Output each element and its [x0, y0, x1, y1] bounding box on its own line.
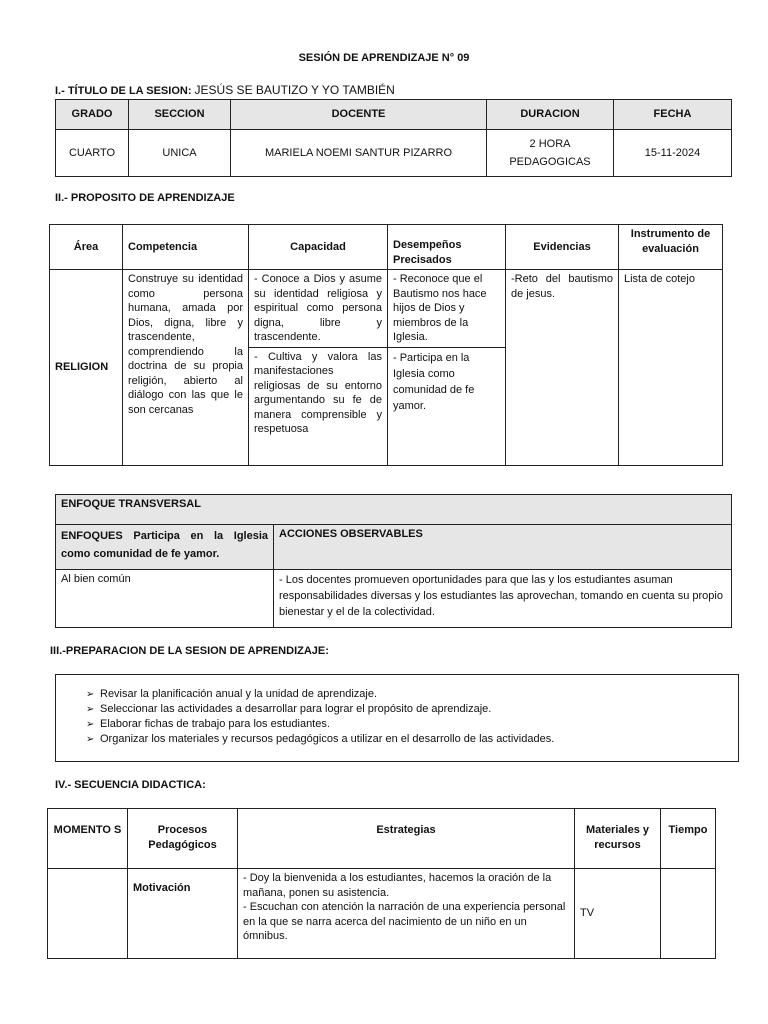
header-procesos: Procesos Pedagógicos [128, 809, 238, 869]
momento-cell [48, 869, 128, 959]
instrumento-cell: Lista de cotejo [619, 270, 723, 466]
estrategia-item-1: - Doy la bienvenida a los estudiantes, hacemos la oración de la mañana, ponen su asistencia. [243, 872, 552, 899]
header-evidencias: Evidencias [506, 225, 619, 270]
tiempo-cell [661, 869, 716, 959]
header-grado: GRADO [56, 100, 129, 130]
arrow-bullet-icon: ➢ [86, 719, 95, 730]
preparation-item: ➢ Elaborar fichas de trabajo para los estudiantes. [86, 718, 330, 730]
sequence-table [47, 808, 716, 959]
capacidad-cell-2: - Cultiva y valora las manifestaciones religiosas de su entorno argumentando su fe de manera comprensible y respetuosa [249, 347, 388, 465]
preparation-box [55, 674, 739, 762]
header-fecha: FECHA [614, 100, 732, 130]
page-title: SESIÓN DE APRENDIZAJE N° 09 [298, 52, 470, 64]
header-docente: DOCENTE [231, 100, 487, 130]
enfoque-col2-header: ACCIONES OBSERVABLES [274, 525, 732, 570]
capacidad-cell-1: - Conoce a Dios y asume su identidad religiosa y espiritual como persona digna, libre y trascendente. [249, 270, 388, 348]
enfoque-row-text: - Los docentes promueven oportunidades para que las y los estudiantes asuman responsabilidades diversas y los estudiantes las aprovechan, tomando en cuenta su propio bienestar y el de la colectividad. [274, 570, 732, 628]
value-docente: MARIELA NOEMI SANTUR PIZARRO [231, 130, 487, 177]
arrow-bullet-icon: ➢ [86, 689, 95, 700]
arrow-bullet-icon: ➢ [86, 734, 95, 745]
preparation-item: ➢ Revisar la planificación anual y la unidad de aprendizaje. [86, 688, 378, 700]
header-area: Área [50, 225, 123, 270]
proceso-cell: Motivación [128, 869, 238, 959]
header-capacidad: Capacidad [249, 225, 388, 270]
desempeno-cell-1: - Reconoce que el Bautismo nos hace hijos de Dios y miembros de la Iglesia. [388, 270, 506, 348]
arrow-bullet-icon: ➢ [86, 704, 95, 715]
enfoque-col1-header: ENFOQUES Participa en la Iglesia como comunidad de fe yamor. [56, 525, 274, 570]
header-desempenos: Desempeños Precisados [388, 225, 506, 270]
header-competencia: Competencia [123, 225, 249, 270]
enfoque-header: ENFOQUE TRANSVERSAL [56, 495, 732, 525]
value-grado: CUARTO [56, 130, 129, 177]
materiales-cell: TV [575, 869, 661, 959]
value-seccion: UNICA [129, 130, 231, 177]
section1-heading [55, 83, 395, 97]
area-cell: RELIGION [50, 270, 123, 466]
competencia-cell: Construye su identidad como persona humana, amada por Dios, digna, libre y trascendente, comprendiendo la doctrina de su propia religión, abierto al diálogo con las que le son cercanas [123, 270, 249, 466]
enfoque-row-label: Al bien común [56, 570, 274, 628]
header-seccion: SECCION [129, 100, 231, 130]
section2-heading: II.- PROPOSITO DE APRENDIZAJE [55, 192, 235, 204]
estrategia-item-2: - Escuchan con atención la narración de una experiencia personal en la que se narra acerca del nacimiento de un niño en un ómnibus. [243, 901, 566, 942]
header-momentos: MOMENTO S [48, 809, 128, 869]
preparation-list [86, 687, 738, 747]
value-duracion: 2 HORA PEDAGOGICAS [487, 130, 614, 177]
header-duracion: DURACION [487, 100, 614, 130]
section1-label: I.- TÍTULO DE LA SESION: [55, 85, 192, 97]
purpose-table [49, 224, 723, 466]
header-instrumento: Instrumento de evaluación [619, 225, 723, 270]
preparation-item: ➢ Seleccionar las actividades a desarrollar para lograr el propósito de aprendizaje. [86, 703, 492, 715]
desempeno-cell-2: - Participa en la Iglesia como comunidad de fe yamor. [388, 347, 506, 465]
evidencias-cell: -Reto del bautismo de jesus. [506, 270, 619, 466]
value-fecha: 15-11-2024 [614, 130, 732, 177]
session-title: JESÚS SE BAUTIZO Y YO TAMBIÉN [194, 83, 395, 97]
enfoque-table [55, 494, 732, 628]
header-materiales: Materiales y recursos [575, 809, 661, 869]
section4-heading: IV.- SECUENCIA DIDACTICA: [55, 779, 206, 791]
session-info-table [55, 99, 732, 177]
header-estrategias: Estrategias [238, 809, 575, 869]
estrategias-cell [238, 869, 575, 959]
preparation-item: ➢ Organizar los materiales y recursos pedagógicos a utilizar en el desarrollo de las actividades. [86, 733, 555, 745]
section3-heading: III.-PREPARACION DE LA SESION DE APRENDIZAJE: [50, 645, 329, 657]
header-tiempo: Tiempo [661, 809, 716, 869]
